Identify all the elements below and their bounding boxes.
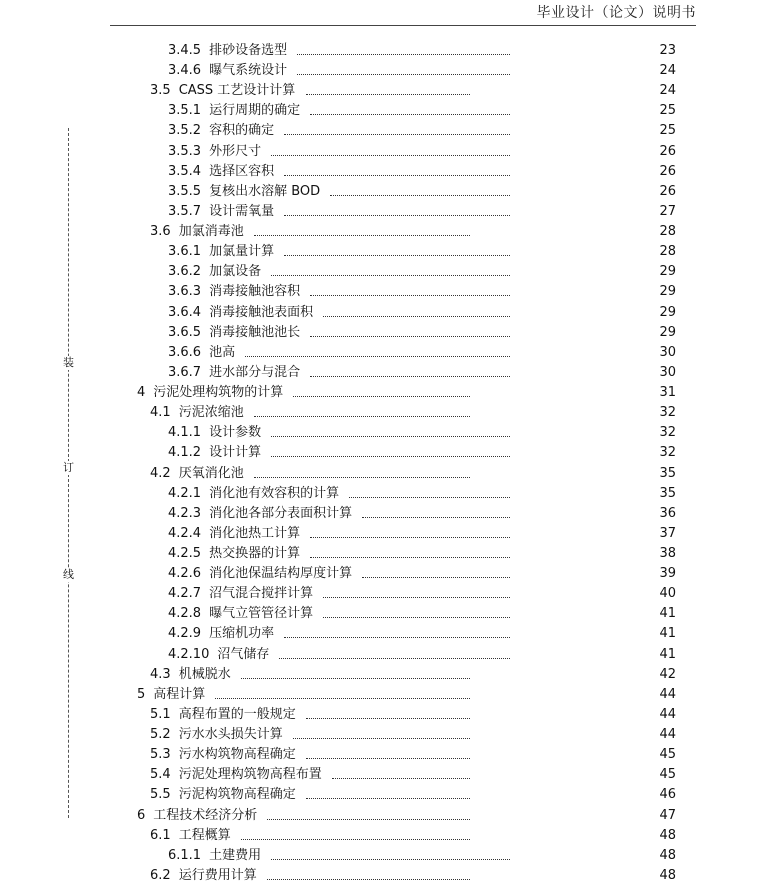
toc-entry-title: 复核出水溶解 BOD bbox=[209, 183, 321, 199]
toc-entry[interactable] bbox=[168, 202, 676, 222]
toc-entry-number: 3.5.7 bbox=[168, 203, 202, 219]
toc-entry-title: 曝气系统设计 bbox=[209, 63, 288, 79]
toc-entry-page: 26 bbox=[659, 163, 676, 179]
toc-entry-page: 41 bbox=[659, 626, 676, 642]
toc-entry-number: 6.1 bbox=[150, 827, 171, 843]
toc-entry-title: 运行费用计算 bbox=[178, 867, 257, 883]
toc-entry[interactable] bbox=[168, 121, 676, 141]
toc-entry-number: 3.5.3 bbox=[168, 143, 202, 159]
toc-leader-dots bbox=[310, 376, 510, 377]
toc-leader-dots bbox=[362, 577, 510, 578]
toc-entry-page: 31 bbox=[659, 385, 676, 401]
toc-leader-dots bbox=[267, 879, 470, 880]
toc-leader-dots bbox=[215, 698, 470, 699]
toc-entry-title: 容积的确定 bbox=[209, 123, 275, 139]
toc-entry-page: 41 bbox=[659, 606, 676, 622]
toc-entry-title: CASS 工艺设计计算 bbox=[178, 83, 296, 99]
toc-entry-number: 4.2.3 bbox=[168, 505, 202, 521]
toc-entry-title: 外形尺寸 bbox=[209, 143, 262, 159]
toc-entry-title: 污泥构筑物高程确定 bbox=[178, 787, 296, 803]
toc-entry-number: 3.6.3 bbox=[168, 284, 202, 300]
toc-entry-number: 4.2.4 bbox=[168, 525, 202, 541]
toc-entry-title: 排砂设备选型 bbox=[209, 43, 288, 58]
toc-leader-dots bbox=[254, 477, 470, 478]
toc-entry-page: 25 bbox=[659, 103, 676, 119]
toc-entry[interactable] bbox=[168, 504, 676, 524]
toc-entry[interactable] bbox=[168, 443, 676, 463]
toc-entry-title: 消化池热工计算 bbox=[209, 525, 301, 541]
toc-entry[interactable] bbox=[150, 81, 676, 101]
toc-entry-title: 污水水头损失计算 bbox=[178, 727, 283, 743]
toc-entry[interactable] bbox=[168, 303, 676, 323]
toc-leader-dots bbox=[271, 859, 510, 860]
toc-entry-page: 38 bbox=[659, 546, 676, 561]
binding-mark-zhuang: 装 bbox=[63, 356, 74, 369]
toc-entry-page: 29 bbox=[659, 304, 676, 320]
toc-leader-dots bbox=[284, 637, 510, 638]
toc-entry-page: 30 bbox=[659, 344, 676, 360]
toc-entry-page: 41 bbox=[659, 646, 676, 662]
toc-entry-page: 26 bbox=[659, 143, 676, 159]
toc-entry[interactable] bbox=[150, 866, 676, 886]
toc-entry-page: 27 bbox=[659, 203, 676, 219]
toc-entry[interactable] bbox=[168, 162, 676, 182]
toc-entry[interactable] bbox=[168, 846, 676, 866]
toc-leader-dots bbox=[306, 758, 470, 759]
binding-mark-ding: 订 bbox=[63, 461, 74, 474]
toc-entry-title: 池高 bbox=[209, 344, 236, 360]
toc-entry-number: 5.4 bbox=[150, 767, 171, 783]
toc-entry-title: 工程概算 bbox=[178, 827, 231, 843]
toc-entry-page: 25 bbox=[659, 123, 676, 139]
toc-leader-dots bbox=[271, 275, 510, 276]
toc-entry-title: 加氯量计算 bbox=[209, 244, 275, 260]
toc-entry-number: 3.4.6 bbox=[168, 63, 202, 79]
toc-leader-dots bbox=[284, 215, 510, 216]
toc-entry[interactable] bbox=[168, 645, 676, 665]
toc-entry[interactable] bbox=[168, 262, 676, 282]
toc-leader-dots bbox=[310, 114, 510, 115]
toc-entry-number: 6.1.1 bbox=[168, 847, 202, 863]
toc-entry-page: 42 bbox=[659, 666, 676, 682]
toc-leader-dots bbox=[245, 356, 510, 357]
toc-entry[interactable] bbox=[168, 142, 676, 162]
toc-entry-page: 45 bbox=[659, 747, 676, 763]
toc-entry-title: 土建费用 bbox=[209, 847, 262, 863]
toc-entry-page: 23 bbox=[659, 43, 676, 58]
toc-entry-title: 污泥处理构筑物的计算 bbox=[153, 385, 284, 401]
toc-entry-number: 4.1.2 bbox=[168, 445, 202, 461]
toc-entry-number: 3.6.4 bbox=[168, 304, 202, 320]
toc-entry-number: 4.3 bbox=[150, 666, 171, 682]
toc-entry-page: 45 bbox=[659, 767, 676, 783]
toc-entry-page: 28 bbox=[659, 244, 676, 260]
toc-leader-dots bbox=[330, 195, 510, 196]
toc-entry-title: 运行周期的确定 bbox=[209, 103, 301, 119]
toc-entry-number: 4.2.7 bbox=[168, 586, 202, 602]
toc-leader-dots bbox=[284, 255, 510, 256]
toc-entry-page: 29 bbox=[659, 324, 676, 340]
toc-leader-dots bbox=[349, 497, 510, 498]
toc-entry-title: 设计参数 bbox=[209, 425, 262, 441]
toc-entry[interactable] bbox=[168, 363, 676, 383]
toc-entry-title: 污水构筑物高程确定 bbox=[178, 747, 296, 763]
toc-entry-number: 3.4.5 bbox=[168, 43, 202, 58]
toc-entry-number: 5 bbox=[137, 686, 146, 702]
toc-entry-title: 加氯设备 bbox=[209, 264, 262, 280]
document-header: 毕业设计（论文）说明书 bbox=[536, 5, 696, 21]
toc-entry[interactable] bbox=[150, 464, 676, 484]
toc-entry-title: 消化池有效容积的计算 bbox=[209, 485, 340, 501]
toc-entry[interactable] bbox=[168, 564, 676, 584]
toc-leader-dots bbox=[241, 678, 470, 679]
toc-entry-page: 29 bbox=[659, 284, 676, 300]
toc-entry-number: 4.2 bbox=[150, 465, 171, 481]
toc-entry-page: 32 bbox=[659, 405, 676, 421]
toc-entry-title: 高程布置的一般规定 bbox=[178, 706, 296, 722]
toc-leader-dots bbox=[267, 819, 470, 820]
toc-leader-dots bbox=[241, 839, 470, 840]
toc-entry-page: 24 bbox=[659, 83, 676, 99]
toc-entry[interactable] bbox=[137, 806, 676, 826]
toc-entry-page: 29 bbox=[659, 264, 676, 280]
toc-entry-title: 消化池各部分表面积计算 bbox=[209, 505, 353, 521]
toc-entry-number: 3.6.2 bbox=[168, 264, 202, 280]
toc-entry-page: 28 bbox=[659, 224, 676, 240]
toc-leader-dots bbox=[297, 74, 510, 75]
toc-entry-title: 消毒接触池池长 bbox=[209, 324, 301, 340]
toc-leader-dots bbox=[279, 658, 510, 659]
toc-leader-dots bbox=[362, 517, 510, 518]
toc-entry[interactable] bbox=[150, 785, 676, 805]
toc-entry[interactable] bbox=[168, 604, 676, 624]
toc-entry-title: 进水部分与混合 bbox=[209, 364, 301, 380]
toc-entry-number: 4.2.1 bbox=[168, 485, 202, 501]
toc-entry-number: 3.5 bbox=[150, 83, 171, 99]
toc-entry-number: 4.2.9 bbox=[168, 626, 202, 642]
toc-entry-number: 3.6.1 bbox=[168, 244, 202, 260]
toc-entry[interactable] bbox=[168, 524, 676, 544]
toc-leader-dots bbox=[271, 436, 510, 437]
toc-entry-number: 3.5.1 bbox=[168, 103, 202, 119]
toc-entry-number: 4.2.8 bbox=[168, 606, 202, 622]
toc-entry[interactable] bbox=[168, 323, 676, 343]
toc-entry[interactable] bbox=[150, 745, 676, 765]
toc-leader-dots bbox=[306, 798, 470, 799]
toc-leader-dots bbox=[293, 738, 470, 739]
toc-entry-page: 30 bbox=[659, 364, 676, 380]
toc-leader-dots bbox=[284, 134, 510, 135]
toc-entry[interactable] bbox=[168, 242, 676, 262]
toc-entry-page: 32 bbox=[659, 445, 676, 461]
toc-entry-title: 设计需氧量 bbox=[209, 203, 275, 219]
toc-entry-number: 4.2.10 bbox=[168, 646, 210, 662]
toc-entry-page: 48 bbox=[659, 867, 676, 883]
toc-entry-title: 选择区容积 bbox=[209, 163, 275, 179]
toc-entry[interactable] bbox=[168, 343, 676, 363]
toc-entry[interactable] bbox=[150, 705, 676, 725]
toc-leader-dots bbox=[306, 94, 470, 95]
toc-entry[interactable] bbox=[150, 403, 676, 423]
toc-entry-title: 污泥处理构筑物高程布置 bbox=[178, 767, 322, 783]
toc-leader-dots bbox=[323, 617, 510, 618]
toc-entry[interactable] bbox=[168, 584, 676, 604]
toc-entry-number: 4.1 bbox=[150, 405, 171, 421]
toc-entry-number: 4.1.1 bbox=[168, 425, 202, 441]
toc-entry-title: 消毒接触池表面积 bbox=[209, 304, 314, 320]
toc-entry[interactable] bbox=[150, 765, 676, 785]
toc-entry-page: 32 bbox=[659, 425, 676, 441]
toc-entry-number: 6.2 bbox=[150, 867, 171, 883]
toc-entry-number: 5.1 bbox=[150, 706, 171, 722]
toc-entry-page: 44 bbox=[659, 706, 676, 722]
toc-entry-title: 工程技术经济分析 bbox=[153, 807, 258, 823]
toc-entry-number: 6 bbox=[137, 807, 146, 823]
toc-entry-title: 压缩机功率 bbox=[209, 626, 275, 642]
toc-entry-number: 4.2.5 bbox=[168, 546, 202, 561]
toc-entry-number: 3.5.2 bbox=[168, 123, 202, 139]
toc-leader-dots bbox=[271, 456, 510, 457]
toc-entry-title: 加氯消毒池 bbox=[178, 224, 244, 240]
toc-entry[interactable] bbox=[168, 282, 676, 302]
toc-entry-number: 3.6.7 bbox=[168, 364, 202, 380]
toc-entry[interactable] bbox=[150, 222, 676, 242]
toc-entry-title: 沼气储存 bbox=[217, 646, 270, 662]
toc-entry-page: 48 bbox=[659, 827, 676, 843]
toc-entry-title: 曝气立管管径计算 bbox=[209, 606, 314, 622]
toc-entry-number: 5.5 bbox=[150, 787, 171, 803]
toc-leader-dots bbox=[332, 778, 470, 779]
toc-leader-dots bbox=[297, 54, 510, 55]
toc-entry[interactable] bbox=[137, 383, 676, 403]
toc-entry[interactable] bbox=[168, 624, 676, 644]
toc-entry-number: 4 bbox=[137, 385, 146, 401]
toc-leader-dots bbox=[323, 316, 510, 317]
toc-entry-page: 35 bbox=[659, 485, 676, 501]
toc-entry-title: 设计计算 bbox=[209, 445, 262, 461]
toc-entry[interactable] bbox=[168, 101, 676, 121]
toc-entry-page: 40 bbox=[659, 586, 676, 602]
toc-entry-number: 4.2.6 bbox=[168, 566, 202, 582]
header-rule bbox=[110, 25, 696, 26]
toc-leader-dots bbox=[310, 336, 510, 337]
toc-entry-title: 厌氧消化池 bbox=[178, 465, 244, 481]
toc-entry[interactable] bbox=[150, 665, 676, 685]
toc-entry-page: 44 bbox=[659, 727, 676, 743]
toc-leader-dots bbox=[323, 597, 510, 598]
toc-entry-title: 消毒接触池容积 bbox=[209, 284, 301, 300]
toc-entry-page: 24 bbox=[659, 63, 676, 79]
toc-entry[interactable] bbox=[168, 182, 676, 202]
toc-entry-number: 3.6.5 bbox=[168, 324, 202, 340]
toc-entry-number: 3.6.6 bbox=[168, 344, 202, 360]
toc-entry[interactable] bbox=[150, 725, 676, 745]
toc-entry[interactable] bbox=[168, 41, 676, 61]
toc-entry[interactable] bbox=[137, 685, 676, 705]
toc-entry[interactable] bbox=[168, 423, 676, 443]
toc-entry[interactable] bbox=[150, 826, 676, 846]
toc-entry-title: 热交换器的计算 bbox=[209, 546, 301, 561]
toc-leader-dots bbox=[293, 396, 470, 397]
toc-entry-page: 48 bbox=[659, 847, 676, 863]
toc-entry-page: 26 bbox=[659, 183, 676, 199]
toc-entry[interactable] bbox=[168, 544, 676, 564]
toc-leader-dots bbox=[271, 155, 510, 156]
toc-entry[interactable] bbox=[168, 61, 676, 81]
toc-entry-title: 消化池保温结构厚度计算 bbox=[209, 566, 353, 582]
toc-entry-page: 36 bbox=[659, 505, 676, 521]
toc-entry-page: 37 bbox=[659, 525, 676, 541]
toc-entry-page: 35 bbox=[659, 465, 676, 481]
binding-mark-xian: 线 bbox=[63, 568, 74, 581]
toc-entry-title: 高程计算 bbox=[153, 686, 206, 702]
toc-leader-dots bbox=[254, 416, 470, 417]
toc-entry-page: 44 bbox=[659, 686, 676, 702]
toc-entry-number: 5.3 bbox=[150, 747, 171, 763]
toc-entry-title: 沼气混合搅拌计算 bbox=[209, 586, 314, 602]
toc-entry-page: 47 bbox=[659, 807, 676, 823]
toc-entry-page: 46 bbox=[659, 787, 676, 803]
toc-leader-dots bbox=[310, 537, 510, 538]
toc-leader-dots bbox=[254, 235, 470, 236]
toc-leader-dots bbox=[310, 557, 510, 558]
toc-entry-title: 污泥浓缩池 bbox=[178, 405, 244, 421]
toc-entry[interactable] bbox=[168, 484, 676, 504]
toc-entry-number: 3.5.4 bbox=[168, 163, 202, 179]
toc-entry-number: 3.6 bbox=[150, 224, 171, 240]
toc-entry-title: 机械脱水 bbox=[178, 666, 231, 682]
toc-leader-dots bbox=[310, 295, 510, 296]
toc-entry-page: 39 bbox=[659, 566, 676, 582]
toc-leader-dots bbox=[306, 718, 470, 719]
toc-entry-number: 5.2 bbox=[150, 727, 171, 743]
toc-entry-number: 3.5.5 bbox=[168, 183, 202, 199]
toc-leader-dots bbox=[284, 175, 510, 176]
